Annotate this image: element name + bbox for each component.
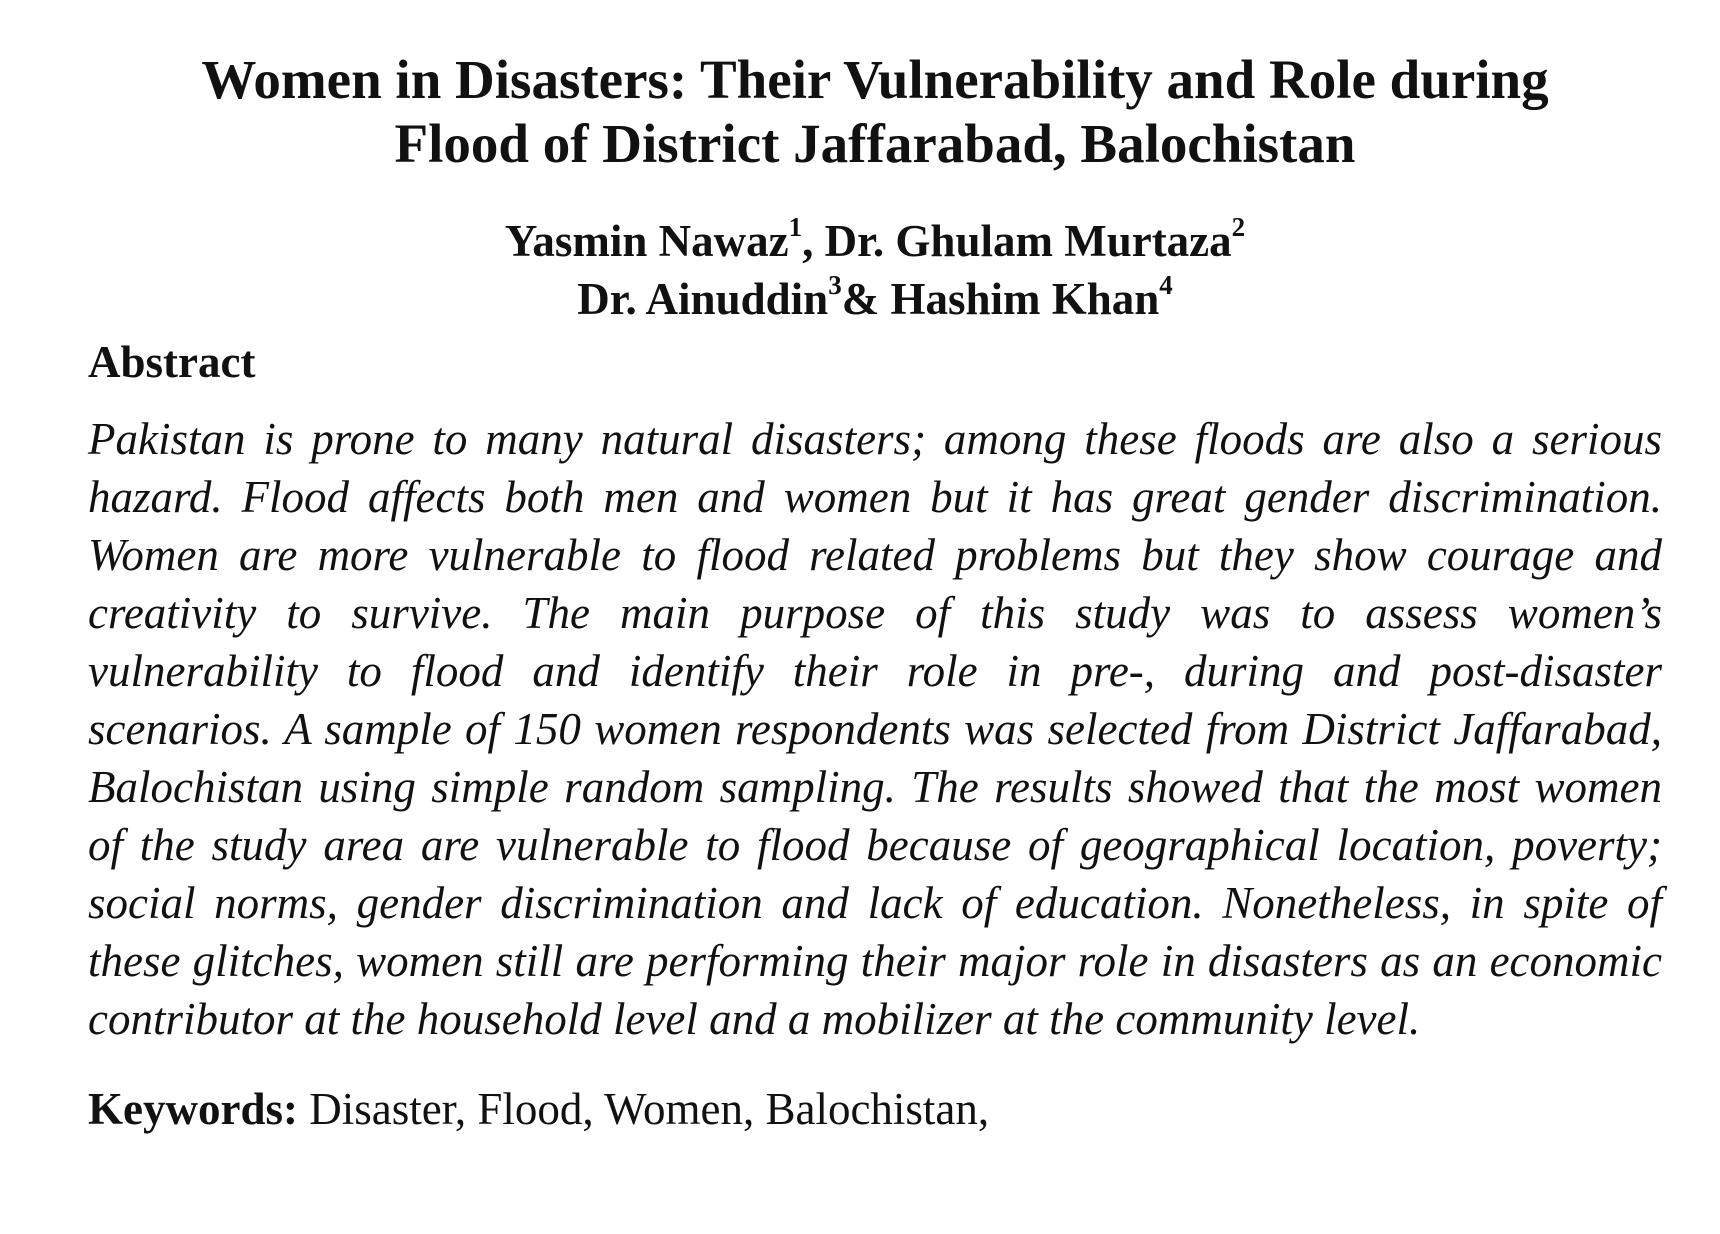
author-line-2	[88, 270, 1662, 328]
author-line-1	[88, 212, 1662, 270]
affiliation-mark: 4	[1159, 270, 1173, 300]
author-list	[88, 212, 1662, 328]
author-name: Dr. Ainuddin	[577, 274, 829, 324]
author-name: Dr. Ghulam Murtaza	[824, 216, 1232, 266]
paper-page	[88, 40, 1662, 1138]
abstract-heading: Abstract	[88, 337, 256, 387]
title-line-2: Flood of District Jaffarabad, Balochistan	[394, 113, 1356, 174]
affiliation-mark: 2	[1231, 212, 1246, 242]
abstract-body: Pakistan is prone to many natural disasters; among these floods are also a serious hazard. Flood affects both men and women but it has great gender discrimination. Women are more vulnerable to flood related problems but they show courage and creativity to survive. The main purpose of this study was to assess women’s vulnerability to flood and identify their role in pre-, during and post-disaster scenarios. A sample of 150 women respondents was selected from District Jaffarabad, Balochistan using simple random sampling. The results showed that the most women of the study area are vulnerable to flood because of geographical location, poverty; social norms, gender discrimination and lack of education. Nonetheless, in spite of these glitches, women still are performing their major role in disasters as an economic contributor at the household level and a mobilizer at the community level.	[88, 414, 1662, 1044]
keywords-list: Disaster, Flood, Women, Balochistan,	[297, 1084, 990, 1134]
affiliation-mark: 3	[828, 270, 842, 300]
author-separator: &	[841, 274, 891, 324]
paper-title	[88, 40, 1662, 176]
keywords	[88, 1080, 1662, 1138]
author-separator: ,	[802, 216, 825, 266]
keywords-label: Keywords:	[88, 1084, 298, 1134]
title-line-1: Women in Disasters: Their Vulnerability and Role during	[201, 49, 1549, 110]
affiliation-mark: 1	[788, 212, 803, 242]
author-name: Yasmin Nawaz	[504, 216, 789, 266]
author-name: Hashim Khan	[890, 274, 1160, 324]
